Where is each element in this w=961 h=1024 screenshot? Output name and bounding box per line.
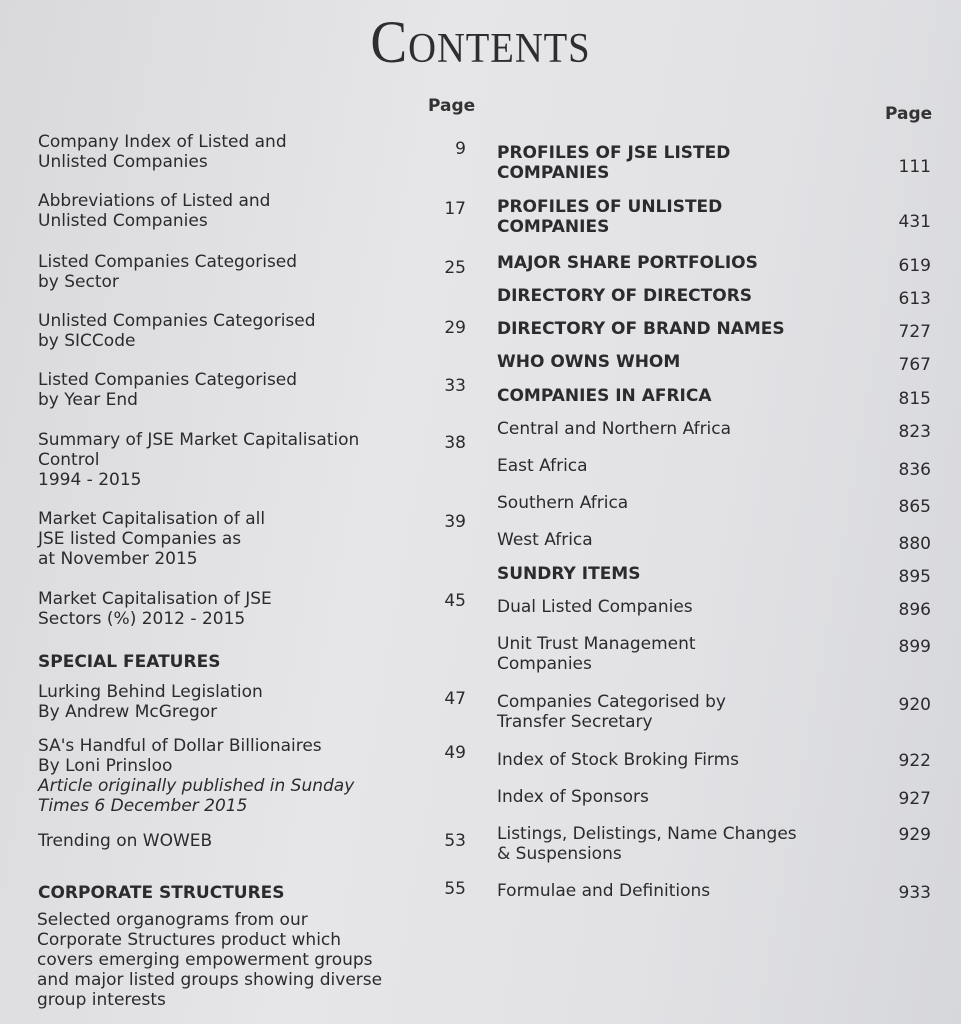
right-page-header: Page bbox=[885, 104, 933, 124]
right-toc-page-number: 865 bbox=[898, 497, 931, 517]
right-toc-label: Formulae and Definitions bbox=[497, 881, 711, 901]
right-toc-label: COMPANIES IN AFRICA bbox=[497, 386, 712, 406]
right-toc-label: West Africa bbox=[497, 530, 593, 550]
right-toc-entry bbox=[497, 824, 797, 864]
left-toc-page-number: 55 bbox=[444, 879, 466, 899]
right-toc-page-number: 767 bbox=[898, 355, 931, 375]
left-toc-label: Market Capitalisation of JSE Sectors (%) 2012 - 2015 bbox=[38, 589, 272, 629]
right-toc-label: SUNDRY ITEMS bbox=[497, 564, 641, 584]
right-toc-page-number: 899 bbox=[898, 637, 931, 657]
right-toc-entry bbox=[497, 787, 649, 807]
right-toc-label: MAJOR SHARE PORTFOLIOS bbox=[497, 253, 758, 273]
right-toc-entry bbox=[497, 253, 758, 273]
right-toc-entry bbox=[497, 143, 730, 183]
right-toc-entry bbox=[497, 881, 710, 901]
right-toc-label: DIRECTORY OF DIRECTORS bbox=[497, 286, 753, 306]
right-toc-page-number: 815 bbox=[898, 389, 931, 409]
left-toc-entry bbox=[38, 252, 297, 292]
right-toc-entry bbox=[497, 493, 628, 513]
left-toc-label: SPECIAL FEATURES bbox=[38, 652, 221, 672]
right-toc-entry bbox=[497, 419, 731, 439]
left-toc-entry bbox=[38, 509, 265, 569]
right-toc-page-number: 922 bbox=[898, 751, 931, 771]
right-toc-page-number: 823 bbox=[898, 422, 931, 442]
left-toc-page-number: 39 bbox=[444, 512, 466, 532]
right-toc-label: East Africa bbox=[497, 456, 588, 476]
right-toc-page-number: 619 bbox=[898, 256, 931, 276]
left-toc-label: Listed Companies Categorised by Sector bbox=[38, 252, 298, 292]
right-toc-label: PROFILES OF JSE LISTED COMPANIES bbox=[497, 143, 731, 183]
left-toc-page-number: 29 bbox=[444, 318, 466, 338]
right-toc-page-number: 727 bbox=[898, 322, 931, 342]
right-toc-page-number: 431 bbox=[898, 212, 931, 232]
right-toc-page-number: 613 bbox=[898, 289, 931, 309]
right-toc-label: DIRECTORY OF BRAND NAMES bbox=[497, 319, 785, 339]
right-toc-entry bbox=[497, 692, 726, 732]
right-toc-label: Index of Sponsors bbox=[497, 787, 649, 807]
right-toc-page-number: 929 bbox=[898, 825, 931, 845]
corporate-structures-description: Selected organograms from our Corporate Structures product which covers emerging empowerment groups and major listed groups showing diverse group interests bbox=[37, 910, 383, 1010]
right-toc-page-number: 933 bbox=[898, 883, 931, 903]
left-toc-note: Article originally published in Sunday Times 6 December 2015 bbox=[38, 776, 355, 816]
left-toc-entry bbox=[38, 831, 212, 851]
left-toc-page-number: 33 bbox=[444, 376, 466, 396]
right-toc-page-number: 896 bbox=[898, 600, 931, 620]
left-toc-page-number: 47 bbox=[444, 689, 466, 709]
left-toc-label: Lurking Behind Legislation By Andrew McGregor bbox=[38, 682, 263, 722]
left-toc-entry bbox=[38, 682, 263, 722]
left-toc-entry bbox=[38, 370, 297, 410]
right-toc-page-number: 895 bbox=[898, 567, 931, 587]
right-toc-label: WHO OWNS WHOM bbox=[497, 352, 681, 372]
left-toc-page-number: 25 bbox=[444, 258, 466, 278]
right-toc-page-number: 836 bbox=[898, 460, 931, 480]
right-toc-entry bbox=[497, 634, 696, 674]
left-toc-page-number: 17 bbox=[444, 199, 466, 219]
left-toc-entry bbox=[38, 589, 272, 629]
left-toc-label: Unlisted Companies Categorised by SICCode bbox=[38, 311, 316, 351]
right-toc-entry bbox=[497, 564, 640, 584]
right-toc-entry bbox=[497, 750, 739, 770]
right-toc-page-number: 880 bbox=[898, 534, 931, 554]
left-toc-label: CORPORATE STRUCTURES bbox=[38, 883, 285, 903]
left-toc-label: SA's Handful of Dollar Billionaires By Loni Prinsloo bbox=[38, 736, 322, 776]
left-toc-label: Abbreviations of Listed and Unlisted Companies bbox=[38, 191, 271, 231]
page-title: Contents bbox=[370, 9, 591, 75]
right-toc-label: Central and Northern Africa bbox=[497, 419, 732, 439]
right-toc-entry bbox=[497, 197, 722, 237]
left-toc-page-number: 38 bbox=[444, 433, 466, 453]
right-toc-entry bbox=[497, 319, 785, 339]
left-toc-entry bbox=[38, 736, 354, 816]
right-toc-label: Listings, Delistings, Name Changes & Suspensions bbox=[497, 824, 797, 864]
right-toc-page-number: 927 bbox=[898, 789, 931, 809]
right-toc-label: Dual Listed Companies bbox=[497, 597, 693, 617]
left-toc-label: Market Capitalisation of all JSE listed Companies as at November 2015 bbox=[38, 509, 266, 569]
right-toc-label: Companies Categorised by Transfer Secretary bbox=[497, 692, 726, 732]
right-toc-entry bbox=[497, 530, 593, 550]
left-toc-entry bbox=[38, 430, 359, 490]
right-toc-page-number: 111 bbox=[898, 157, 931, 177]
left-toc-entry bbox=[38, 132, 287, 172]
left-toc-page-number: 45 bbox=[444, 591, 466, 611]
left-toc-label: Trending on WOWEB bbox=[38, 831, 213, 851]
left-toc-label: Summary of JSE Market Capitalisation Control 1994 - 2015 bbox=[38, 430, 360, 490]
left-toc-entry bbox=[38, 652, 220, 672]
right-toc-label: Southern Africa bbox=[497, 493, 629, 513]
right-toc-entry bbox=[497, 456, 588, 476]
right-toc-label: Unit Trust Management Companies bbox=[497, 634, 696, 674]
right-toc-entry bbox=[497, 597, 693, 617]
left-toc-label: Company Index of Listed and Unlisted Companies bbox=[38, 132, 287, 172]
left-toc-label: Listed Companies Categorised by Year End bbox=[38, 370, 298, 410]
left-toc-entry bbox=[38, 311, 316, 351]
right-toc-label: Index of Stock Broking Firms bbox=[497, 750, 740, 770]
right-toc-entry bbox=[497, 352, 680, 372]
right-toc-page-number: 920 bbox=[898, 695, 931, 715]
right-toc-entry bbox=[497, 386, 712, 406]
left-toc-page-number: 9 bbox=[455, 139, 466, 159]
left-toc-page-number: 49 bbox=[444, 743, 466, 763]
right-toc-entry bbox=[497, 286, 752, 306]
left-page-header: Page bbox=[428, 96, 476, 116]
right-toc-label: PROFILES OF UNLISTED COMPANIES bbox=[497, 197, 723, 237]
left-toc-entry bbox=[38, 191, 270, 231]
left-toc-entry bbox=[38, 883, 285, 903]
left-toc-page-number: 53 bbox=[444, 831, 466, 851]
